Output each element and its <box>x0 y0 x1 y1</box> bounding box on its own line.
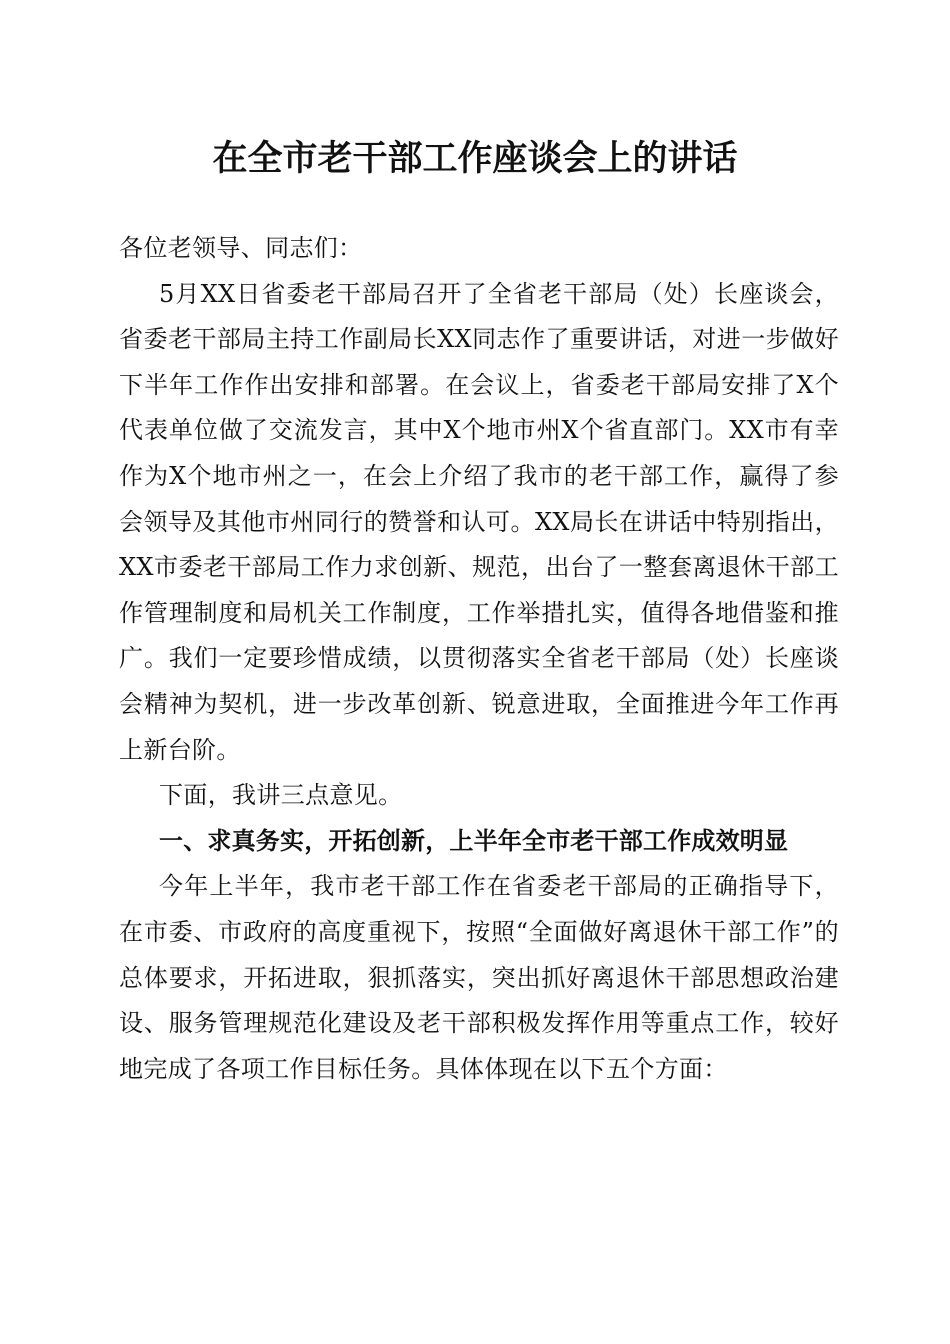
paragraph-transition: 下面，我讲三点意见。 <box>159 781 403 810</box>
document-body <box>119 226 839 1092</box>
salutation: 各位老领导、同志们： <box>119 234 363 262</box>
paragraph-section-1: 今年上半年，我市老干部工作在省委老干部局的正确指导下，在市委、市政府的高度重视下，按照“全面做好离退休干部工作”的总体要求，开拓进取，狠抓落实，突出抓好离退休干部思想政治建设、服务管理规范化建设及老干部积极发挥作用等重点工作，较好地完成了各项工作目标任务。具体体现在以下五个方面： <box>119 872 839 1083</box>
section-heading-1: 一、求真务实，开拓创新，上半年全市老干部工作成效明显 <box>159 826 789 855</box>
paragraph-intro: 5月XX日省委老干部局召开了全省老干部局（处）长座谈会，省委老干部局主持工作副局长XX同志作了重要讲话，对进一步做好下半年工作作出安排和部署。在会议上，省委老干部局安排了X个代表单位做了交流发言，其中X个地市州X个省直部门。XX市有幸作为X个地市州之一，在会上介绍了我市的老干部工作，赢得了参会领导及其他市州同行的赞誉和认可。XX局长在讲话中特别指出，XX市委老干部局工作力求创新、规范，出台了一整套离退休干部工作管理制度和局机关工作制度，工作举措扎实，值得各地借鉴和推广。我们一定要珍惜成绩，以贯彻落实全省老干部局（处）长座谈会精神为契机，进一步改革创新、锐意进取，全面推进今年工作再上新台阶。 <box>119 279 839 764</box>
document-title: 在全市老干部工作座谈会上的讲话 <box>212 138 738 179</box>
